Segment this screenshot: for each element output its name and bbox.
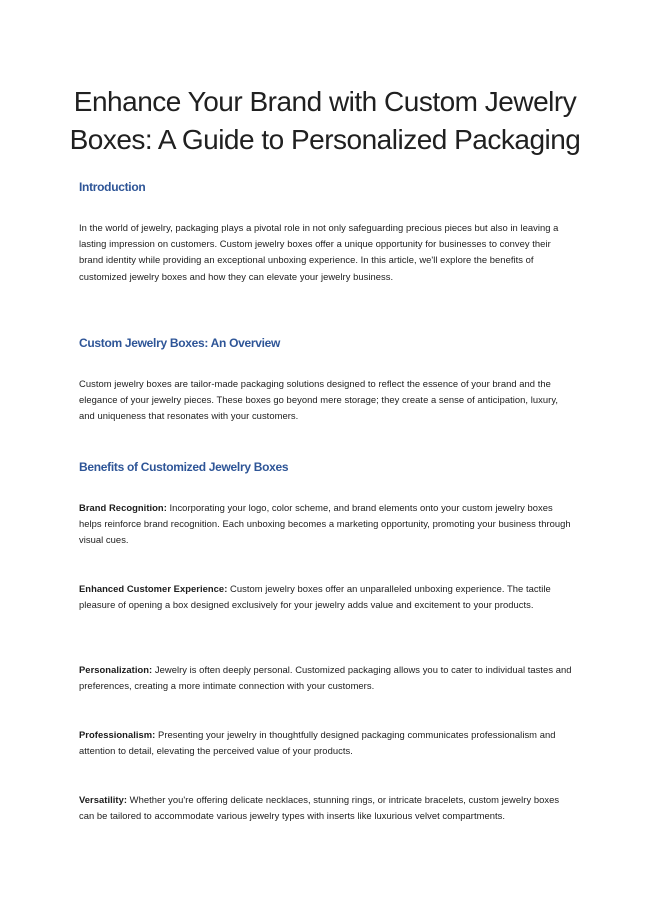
heading-introduction: Introduction	[79, 180, 146, 194]
heading-benefits: Benefits of Customized Jewelry Boxes	[79, 460, 289, 474]
paragraph-introduction: In the world of jewelry, packaging plays a pivotal role in not only safeguarding precious pieces but also in leaving a lasting impression on customers. Custom jewelry boxes offer a unique opportunity for businesses to convey their brand identity while providing an exceptional unboxing experience. In this article, we'll explore the benefits of customized jewelry boxes and how they can elevate your jewelry business.	[79, 222, 559, 282]
benefit-text: Custom jewelry boxes offer an unparalleled unboxing experience. The tactile pleasure of opening a box designed exclusively for your jewelry adds value and excitement to your products.	[79, 583, 551, 611]
benefit-text: Incorporating your logo, color scheme, and brand elements onto your custom jewelry boxes helps reinforce brand recognition. Each unboxing becomes a marketing opportunity, promoting your business through visual cues.	[79, 502, 571, 546]
benefit-term: Enhanced Customer Experience:	[79, 583, 228, 594]
benefit-item	[79, 792, 574, 824]
paragraph-overview: Custom jewelry boxes are tailor-made packaging solutions designed to reflect the essence of your brand and the elegance of your jewelry pieces. These boxes go beyond mere storage; they create a sense of anticipation, luxury, and uniqueness that resonates with your customers.	[79, 378, 559, 422]
benefit-term: Personalization:	[79, 664, 153, 675]
benefit-item	[79, 581, 574, 613]
benefit-item	[79, 500, 574, 549]
benefit-term: Professionalism:	[79, 729, 156, 740]
benefit-item	[79, 662, 574, 694]
benefit-item	[79, 727, 574, 759]
benefit-term: Versatility:	[79, 794, 128, 805]
heading-overview: Custom Jewelry Boxes: An Overview	[79, 336, 281, 350]
benefit-text: Presenting your jewelry in thoughtfully designed packaging communicates professionalism and attention to detail, elevating the perceived value of your products.	[79, 729, 556, 757]
benefit-text: Jewelry is often deeply personal. Customized packaging allows you to cater to individual tastes and preferences, creating a more intimate connection with your customers.	[79, 664, 572, 692]
benefit-text: Whether you're offering delicate necklaces, stunning rings, or intricate bracelets, custom jewelry boxes can be tailored to accommodate various jewelry types with inserts like luxurious velvet compartments.	[79, 794, 560, 822]
document-title: Enhance Your Brand with Custom Jewelry Boxes: A Guide to Personalized Packaging	[69, 86, 581, 155]
benefit-term: Brand Recognition:	[79, 502, 167, 513]
